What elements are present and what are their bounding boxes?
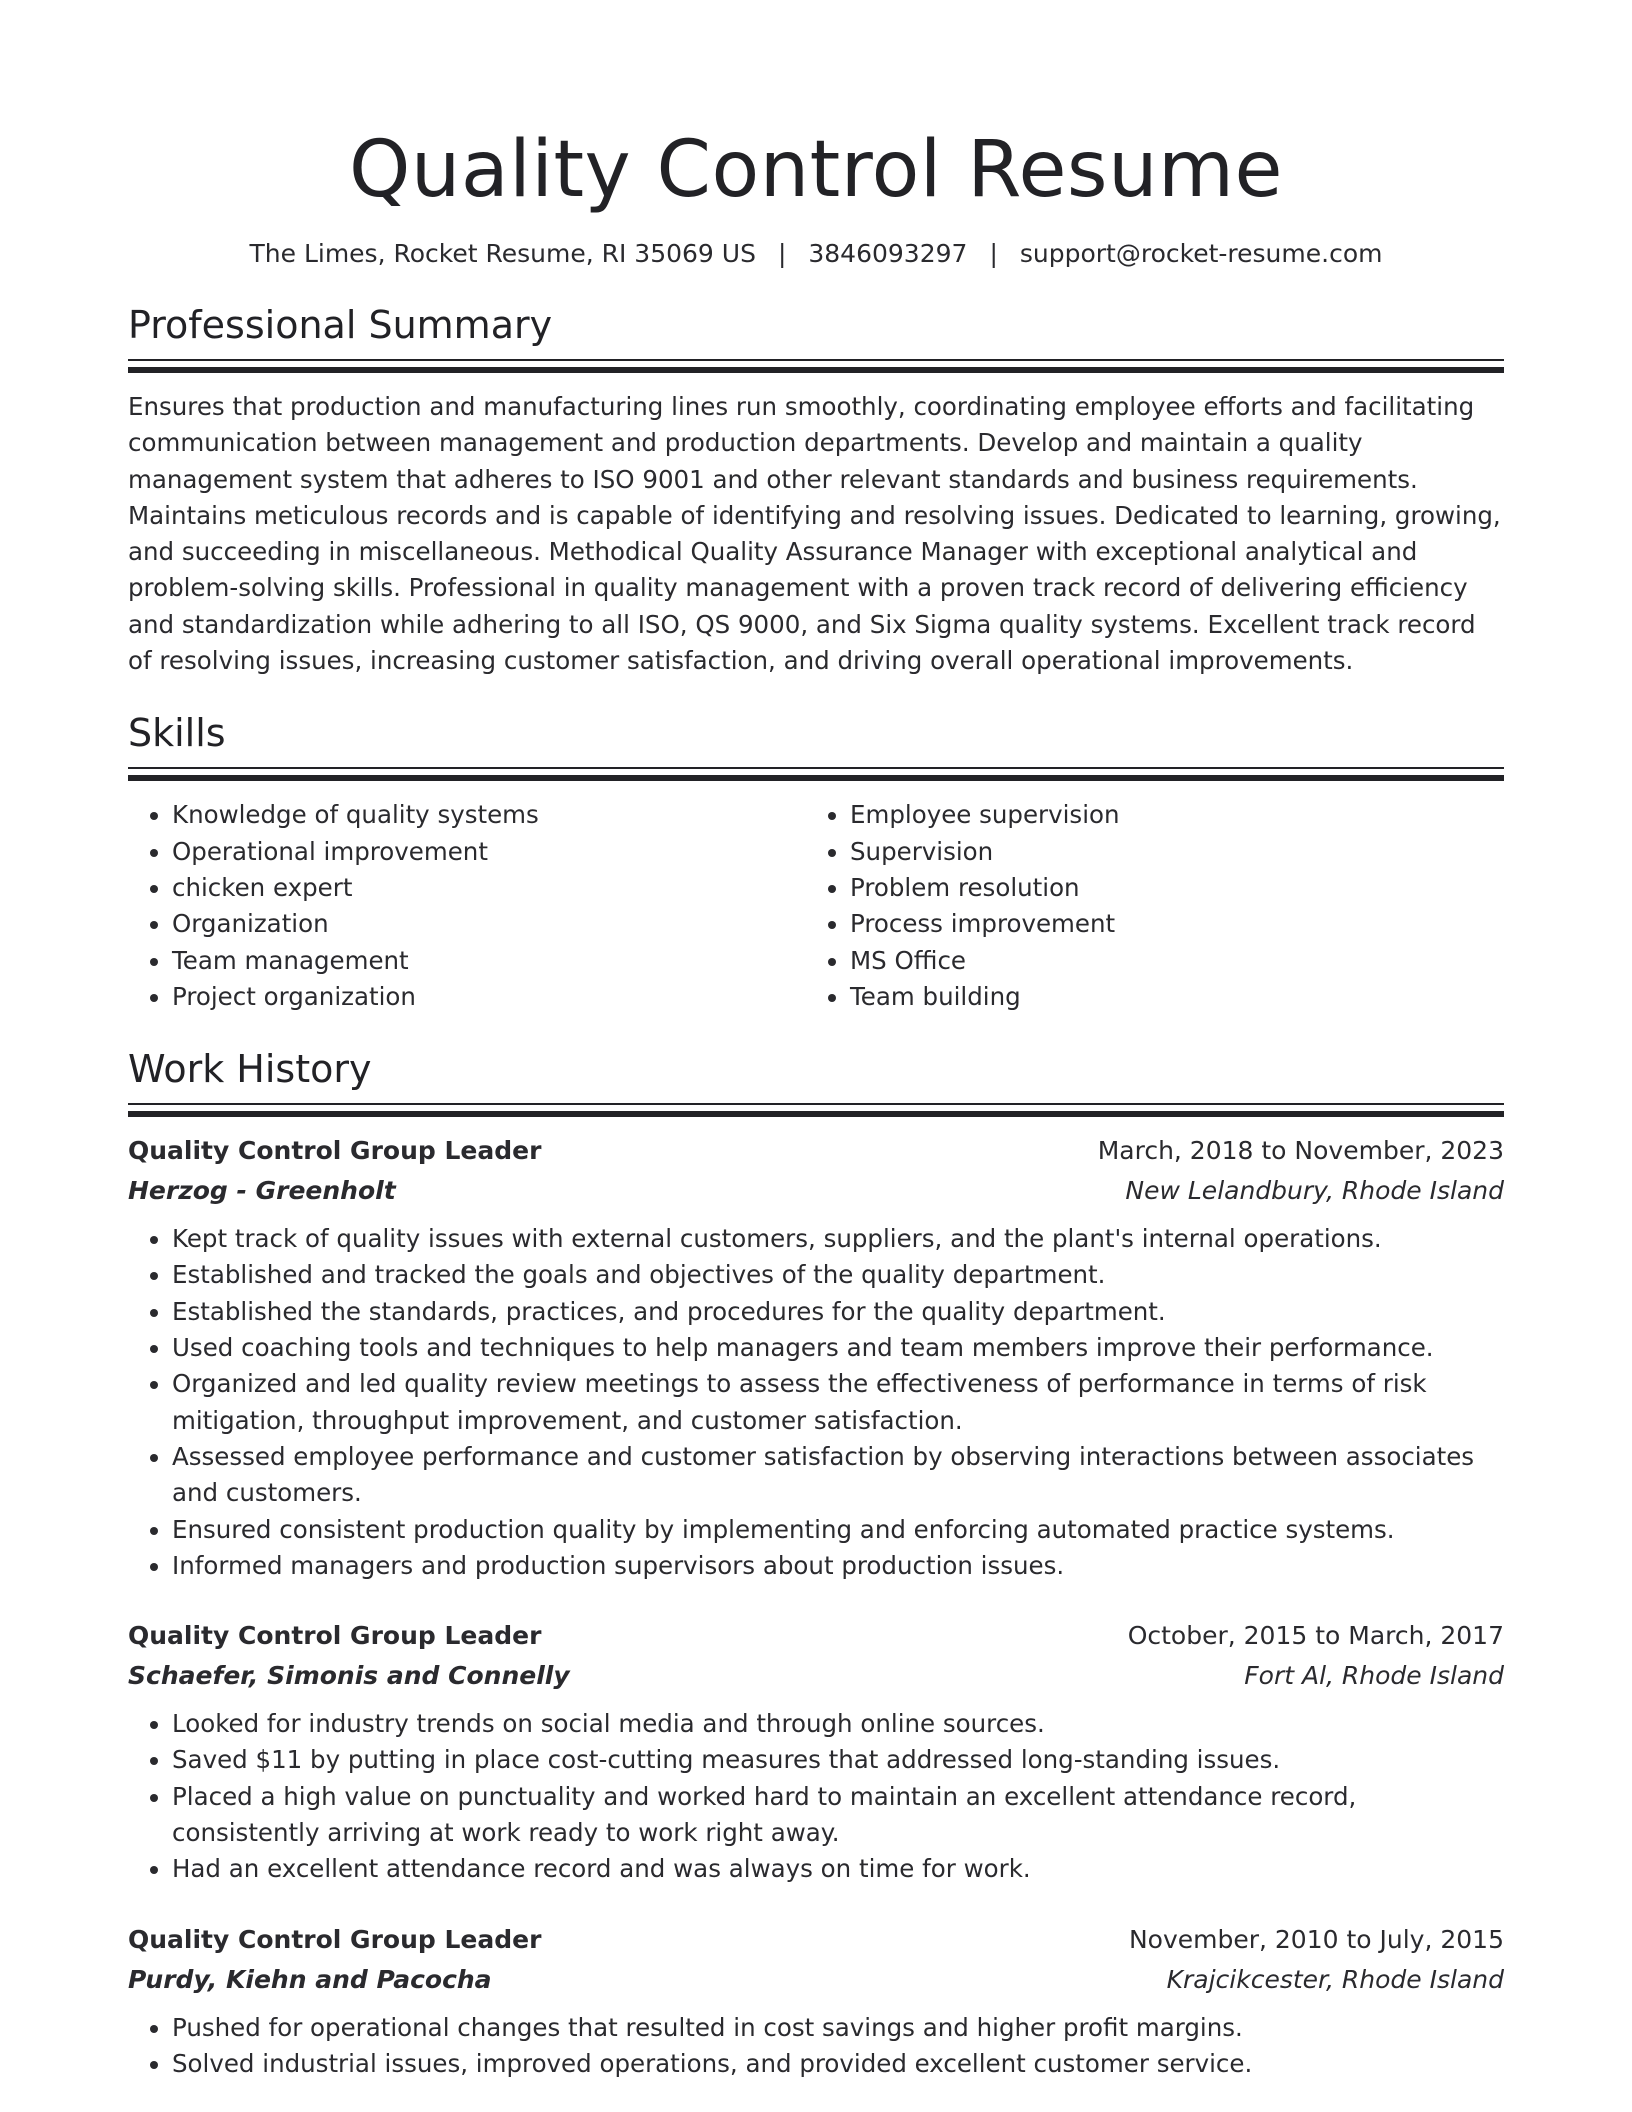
job-bullets — [128, 1221, 1504, 1584]
contact-phone: 3846093297 — [808, 239, 968, 268]
job-location: Fort Al, Rhode Island — [1244, 1661, 1504, 1691]
skill-item: • Knowledge of quality systems — [172, 797, 806, 833]
job-bullet: • Assessed employee performance and customer satisfaction by observing interactions between associates and customers. — [172, 1439, 1504, 1512]
skill-item: • Organization — [172, 906, 806, 942]
skill-item: • Operational improvement — [172, 834, 806, 870]
section-divider-thick — [128, 1111, 1504, 1117]
job-bullets — [128, 1706, 1504, 1887]
job-header — [128, 1616, 1504, 1656]
section-heading-skills: Skills — [128, 711, 226, 756]
job-bullet: • Organized and led quality review meetings to assess the effectiveness of performance in terms of risk mitigation, throughput improvement, and customer satisfaction. — [172, 1366, 1504, 1439]
job-bullets — [128, 2010, 1504, 2083]
job-bullet: • Solved industrial issues, improved operations, and provided excellent customer service. — [172, 2046, 1504, 2082]
skill-item: • chicken expert — [172, 870, 806, 906]
section-divider — [128, 359, 1504, 361]
contact-separator: | — [989, 239, 998, 268]
job-dates: March, 2018 to November, 2023 — [1097, 1136, 1504, 1166]
job-bullet: • Pushed for operational changes that resulted in cost savings and higher profit margins. — [172, 2010, 1504, 2046]
job-dates: November, 2010 to July, 2015 — [1128, 1924, 1504, 1954]
contact-line — [128, 238, 1504, 270]
contact-email: support@rocket-resume.com — [1019, 239, 1383, 268]
job-company: Herzog - Greenholt — [128, 1176, 396, 1206]
job-bullet: • Saved $11 by putting in place cost-cutting measures that addressed long-standing issues. — [172, 1742, 1504, 1778]
job-bullet: • Kept track of quality issues with external customers, suppliers, and the plant's internal operations. — [172, 1221, 1504, 1257]
section-divider-thick — [128, 775, 1504, 781]
job-entry — [128, 1131, 1504, 1584]
job-header — [128, 1920, 1504, 1960]
skill-item: • Team management — [172, 943, 806, 979]
skill-item: • Employee supervision — [850, 797, 1484, 833]
summary-text: Ensures that production and manufacturing lines run smoothly, coordinating employee efforts and facilitating communication between management and production departments. Develop and maintain a quality management system that adheres to ISO 9001 and other relevant standards and business requirements. Maintains meticulous records and is capable of identifying and resolving issues. Dedicated to learning, growing, and succeeding in miscellaneous. Methodical Quality Assurance Manager with exceptional analytical and problem-solving skills. Professional in quality management with a proven track record of delivering efficiency and standardization while adhering to all ISO, QS 9000, and Six Sigma quality systems. Excellent track record of resolving issues, increasing customer satisfaction, and driving overall operational improvements. — [128, 392, 1501, 676]
job-bullet: • Ensured consistent production quality by implementing and enforcing automated practice systems. — [172, 1512, 1504, 1548]
skill-item: • Supervision — [850, 834, 1484, 870]
job-company: Schaefer, Simonis and Connelly — [128, 1661, 570, 1691]
skill-item: • Team building — [850, 979, 1484, 1015]
summary-section — [128, 301, 1504, 679]
section-heading-work: Work History — [128, 1047, 372, 1092]
skills-left-list — [128, 797, 806, 1015]
job-company: Purdy, Kiehn and Pacocha — [128, 1964, 492, 1994]
section-divider — [128, 1103, 1504, 1105]
skills-right-list — [806, 797, 1484, 1015]
contact-separator: | — [777, 239, 787, 268]
skills-section — [128, 709, 1504, 1015]
skill-item: • Project organization — [172, 979, 806, 1015]
job-location: New Lelandbury, Rhode Island — [1125, 1176, 1504, 1206]
job-bullet: • Established the standards, practices, and procedures for the quality department. — [172, 1294, 1504, 1330]
job-title: Quality Control Group Leader — [128, 1621, 542, 1651]
job-entry — [128, 1616, 1504, 1887]
job-title: Quality Control Group Leader — [128, 1924, 542, 1954]
job-dates: October, 2015 to March, 2017 — [1127, 1621, 1504, 1651]
skill-item: • Process improvement — [850, 906, 1484, 942]
job-entry — [128, 1920, 1504, 2083]
job-bullet: • Had an excellent attendance record and was always on time for work. — [172, 1851, 1504, 1887]
job-bullet: • Placed a high value on punctuality and worked hard to maintain an excellent attendance record, consistently arriving at work ready to work right away. — [172, 1779, 1504, 1852]
job-bullet: • Informed managers and production supervisors about production issues. — [172, 1548, 1504, 1584]
job-title: Quality Control Group Leader — [128, 1136, 542, 1166]
skill-item: • MS Office — [850, 943, 1484, 979]
job-subheader — [128, 1656, 1504, 1696]
contact-address: The Limes, Rocket Resume, RI 35069 US — [249, 239, 756, 268]
section-divider — [128, 767, 1504, 769]
resume-page — [128, 0, 1504, 2082]
job-subheader — [128, 1171, 1504, 1211]
job-bullet: • Established and tracked the goals and objectives of the quality department. — [172, 1257, 1504, 1293]
resume-title: Quality Control Resume — [349, 125, 1283, 215]
skill-item: • Problem resolution — [850, 870, 1484, 906]
job-bullet: • Used coaching tools and techniques to help managers and team members improve their performance. — [172, 1330, 1504, 1366]
job-location: Krajcikcester, Rhode Island — [1166, 1964, 1504, 1994]
job-bullet: • Looked for industry trends on social media and through online sources. — [172, 1706, 1504, 1742]
skills-columns — [128, 797, 1504, 1015]
work-history-section — [128, 1045, 1504, 2082]
section-divider-thick — [128, 367, 1504, 373]
job-header — [128, 1131, 1504, 1171]
job-subheader — [128, 1960, 1504, 2000]
section-heading-summary: Professional Summary — [128, 303, 553, 347]
